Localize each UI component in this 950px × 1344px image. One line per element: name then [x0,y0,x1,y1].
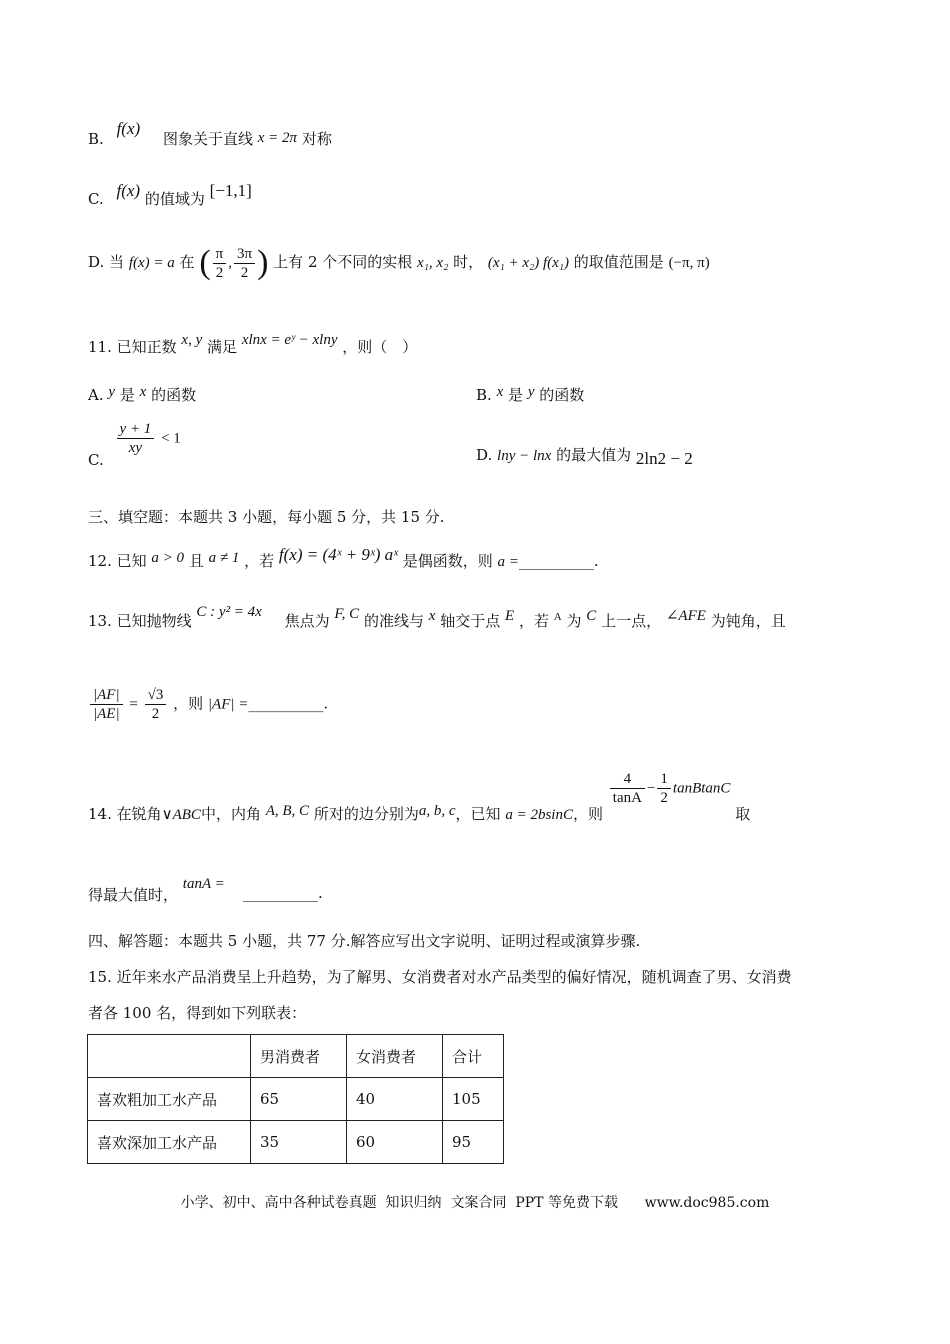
numerator: |AF| [90,686,123,705]
numerator: 4 [610,770,645,789]
text: 的最大值为 [556,446,632,464]
table-header-cell: 男消费者 [251,1035,347,1078]
math-vars: x, y [181,332,203,348]
numerator: 1 [657,770,671,789]
option-label: A. [88,386,104,404]
page-footer: 小学、初中、高中各种试卷真题 知识归纳 文案合同 PPT 等免费下载 www.doc985.com [180,1195,770,1211]
text: 在 [179,253,195,271]
q13-line2 [88,686,328,723]
denominator: 2 [660,790,668,806]
math-y: y [527,384,535,400]
table-cell: 35 [251,1121,347,1164]
math-expr: lny − lnx [497,448,552,464]
text: . [593,552,599,570]
option-label: B. [476,386,492,404]
text: 上有 2 个不同的实根 [273,253,413,271]
fraction-pi-2 [213,245,227,282]
math-expr: (x₁ + x₂) f(x₁) [487,255,570,271]
text: 满足 [207,338,238,356]
math-minus: − [646,780,656,797]
text: . [323,694,329,713]
q15-line2: 者各 100 名，得到如下列联表： [88,1004,307,1022]
table-row [88,1121,504,1164]
q15-line1: 15. 近年来水产品消费呈上升趋势，为了解男、女消费者对水产品类型的偏好情况，随机调查了男、女消费 [88,968,792,986]
math-fx: f(x) [116,181,141,200]
q11-option-d [476,444,693,468]
table-cell: 喜欢深加工水产品 [88,1121,251,1164]
math-eq: xlnx = eʸ − xlny [241,332,338,348]
q10-option-d: D. 当 f(x) = a 在 ( $\frac{\pi}{2}$ , $\frac{3\pi}{2}$ ) 上有 2 个不同的实根 x₁, x₂ 时， (x₁ + x₂) f(x₁) 的取值范围是 (−π, π) [88,244,710,281]
math-value: 2ln2 − 2 [635,449,693,468]
q11-option-a [88,384,196,405]
numerator: √3 [145,686,167,705]
fraction-af-ae [90,686,123,723]
text: 为钝角，且 [710,612,786,630]
math-eq: = [129,696,138,713]
fraction-4-tanA [610,770,645,807]
text: 13. 已知抛物线 [88,612,192,630]
math-fx: f(x) = a [128,255,175,271]
q10-option-c [88,181,252,209]
q13-line1 [88,604,786,631]
text: 且 [188,552,204,570]
answer-blank: __________ [518,552,594,570]
text: ，则 [572,804,603,823]
option-label: D. 当 [88,253,125,271]
text: 是偶函数，则 [402,552,493,570]
text: 对称 [301,130,332,148]
math-angle: ∠AFE [665,608,706,624]
q14-line2 [88,876,225,905]
text: 是 [508,386,524,404]
math-ask: |AF| = [207,696,249,713]
math-range: (−π, π) [668,255,710,271]
math-ask: tanA = [182,876,225,892]
math-eq: x = 2π [257,130,298,146]
math-e: E [504,608,515,624]
table-cell: 喜欢粗加工水产品 [88,1078,251,1121]
text: 焦点为 [284,612,330,630]
denominator: |AE| [93,706,120,722]
option-label: C. [88,450,104,469]
numerator: π [213,245,227,264]
text: 的取值范围是 [573,253,664,271]
text: 取 [735,804,751,823]
fraction [117,420,155,457]
math-x: x [428,608,436,624]
math-x: x [139,384,147,400]
table-cell: 40 [347,1078,443,1121]
table-header-cell: 女消费者 [347,1035,443,1078]
denominator: 2 [215,264,224,281]
text: 的函数 [539,386,585,404]
option-label: D. [476,446,493,464]
math-c: C [586,608,597,624]
text: 中，内角 [200,804,261,823]
paren: ( [199,244,211,281]
math-cond: a = 2bsinC [505,806,573,823]
text: ，若 [244,552,275,570]
denominator: xy [128,440,143,456]
contingency-table [87,1034,504,1164]
math-fc: F, C [334,606,360,622]
section-3-heading: 三、填空题：本题共 3 小题，每小题 5 分，共 15 分. [88,508,445,526]
q11-option-c [88,420,181,469]
math-a: A [553,611,562,623]
math-fx: f(x) [116,119,141,138]
text: 为 [566,612,582,630]
text: 的值域为 [144,190,205,208]
numerator: 3π [234,245,255,264]
text: 14. 在锐角 [88,804,162,823]
q14-line1 [88,770,751,823]
table-cell: 95 [443,1121,504,1164]
math-ask: a = [497,554,519,570]
option-label: B. [88,130,104,148]
math-cond: a ≠ 1 [208,550,240,566]
text: 得最大值时， [88,886,179,904]
text: 12. 已知 [88,552,147,570]
denominator: 2 [240,264,249,281]
math-fx: f(x) = (4ˣ + 9ˣ) aˣ [278,545,398,564]
q11-option-b [476,384,584,405]
text: 的准线与 [363,612,424,630]
denominator: 2 [151,706,160,722]
q10-option-b [88,119,332,149]
q12 [88,545,599,571]
table-cell: 65 [251,1078,347,1121]
table-cell: 60 [347,1121,443,1164]
denominator: tanA [612,790,642,806]
fraction-sqrt3-2 [145,686,167,723]
text: ，则（ ） [342,338,418,356]
text: 所对的边分别为 [313,804,419,823]
math-rel: < 1 [161,430,181,447]
math-sides: a, b, c [418,802,456,819]
paren: ) [257,244,269,281]
math-curve: C : y² = 4x [196,604,262,620]
q14-blank [243,884,323,902]
math-angles: A, B, C [265,802,310,819]
answer-blank: __________ [243,884,318,902]
math-y: y [108,384,116,400]
text: 图象关于直线 [162,130,253,148]
numerator: y + 1 [117,420,155,439]
math-triangle: ∨ABC [161,806,201,823]
section-4-heading: 四、解答题：本题共 5 小题，共 77 分.解答应写出文字说明、证明过程或演算步骤. [88,932,641,950]
math-cond: a > 0 [151,550,185,566]
table-header-cell [88,1035,251,1078]
text: 轴交于点 [440,612,501,630]
math-tail: tanBtanC [672,780,731,797]
text: 11. 已知正数 [88,338,177,356]
text: ，则 [173,694,204,713]
q11-stem [88,332,418,357]
math-roots: x₁, x₂ [417,255,449,271]
text: 时， [453,253,484,271]
answer-blank: __________ [248,694,324,713]
table-header-cell: 合计 [443,1035,504,1078]
text: . [318,884,323,902]
table-header-row [88,1035,504,1078]
math-x: x [496,384,504,400]
fraction-3pi-2 [234,245,255,282]
fraction-1-2 [657,770,671,807]
text: ，已知 [455,804,501,823]
text: ，若 [518,612,549,630]
text: 是 [119,386,135,404]
text: 的函数 [151,386,197,404]
table-cell: 105 [443,1078,504,1121]
table-row [88,1078,504,1121]
option-label: C. [88,190,104,208]
math-range: [−1,1] [209,181,252,200]
text: 上一点， [601,612,662,630]
